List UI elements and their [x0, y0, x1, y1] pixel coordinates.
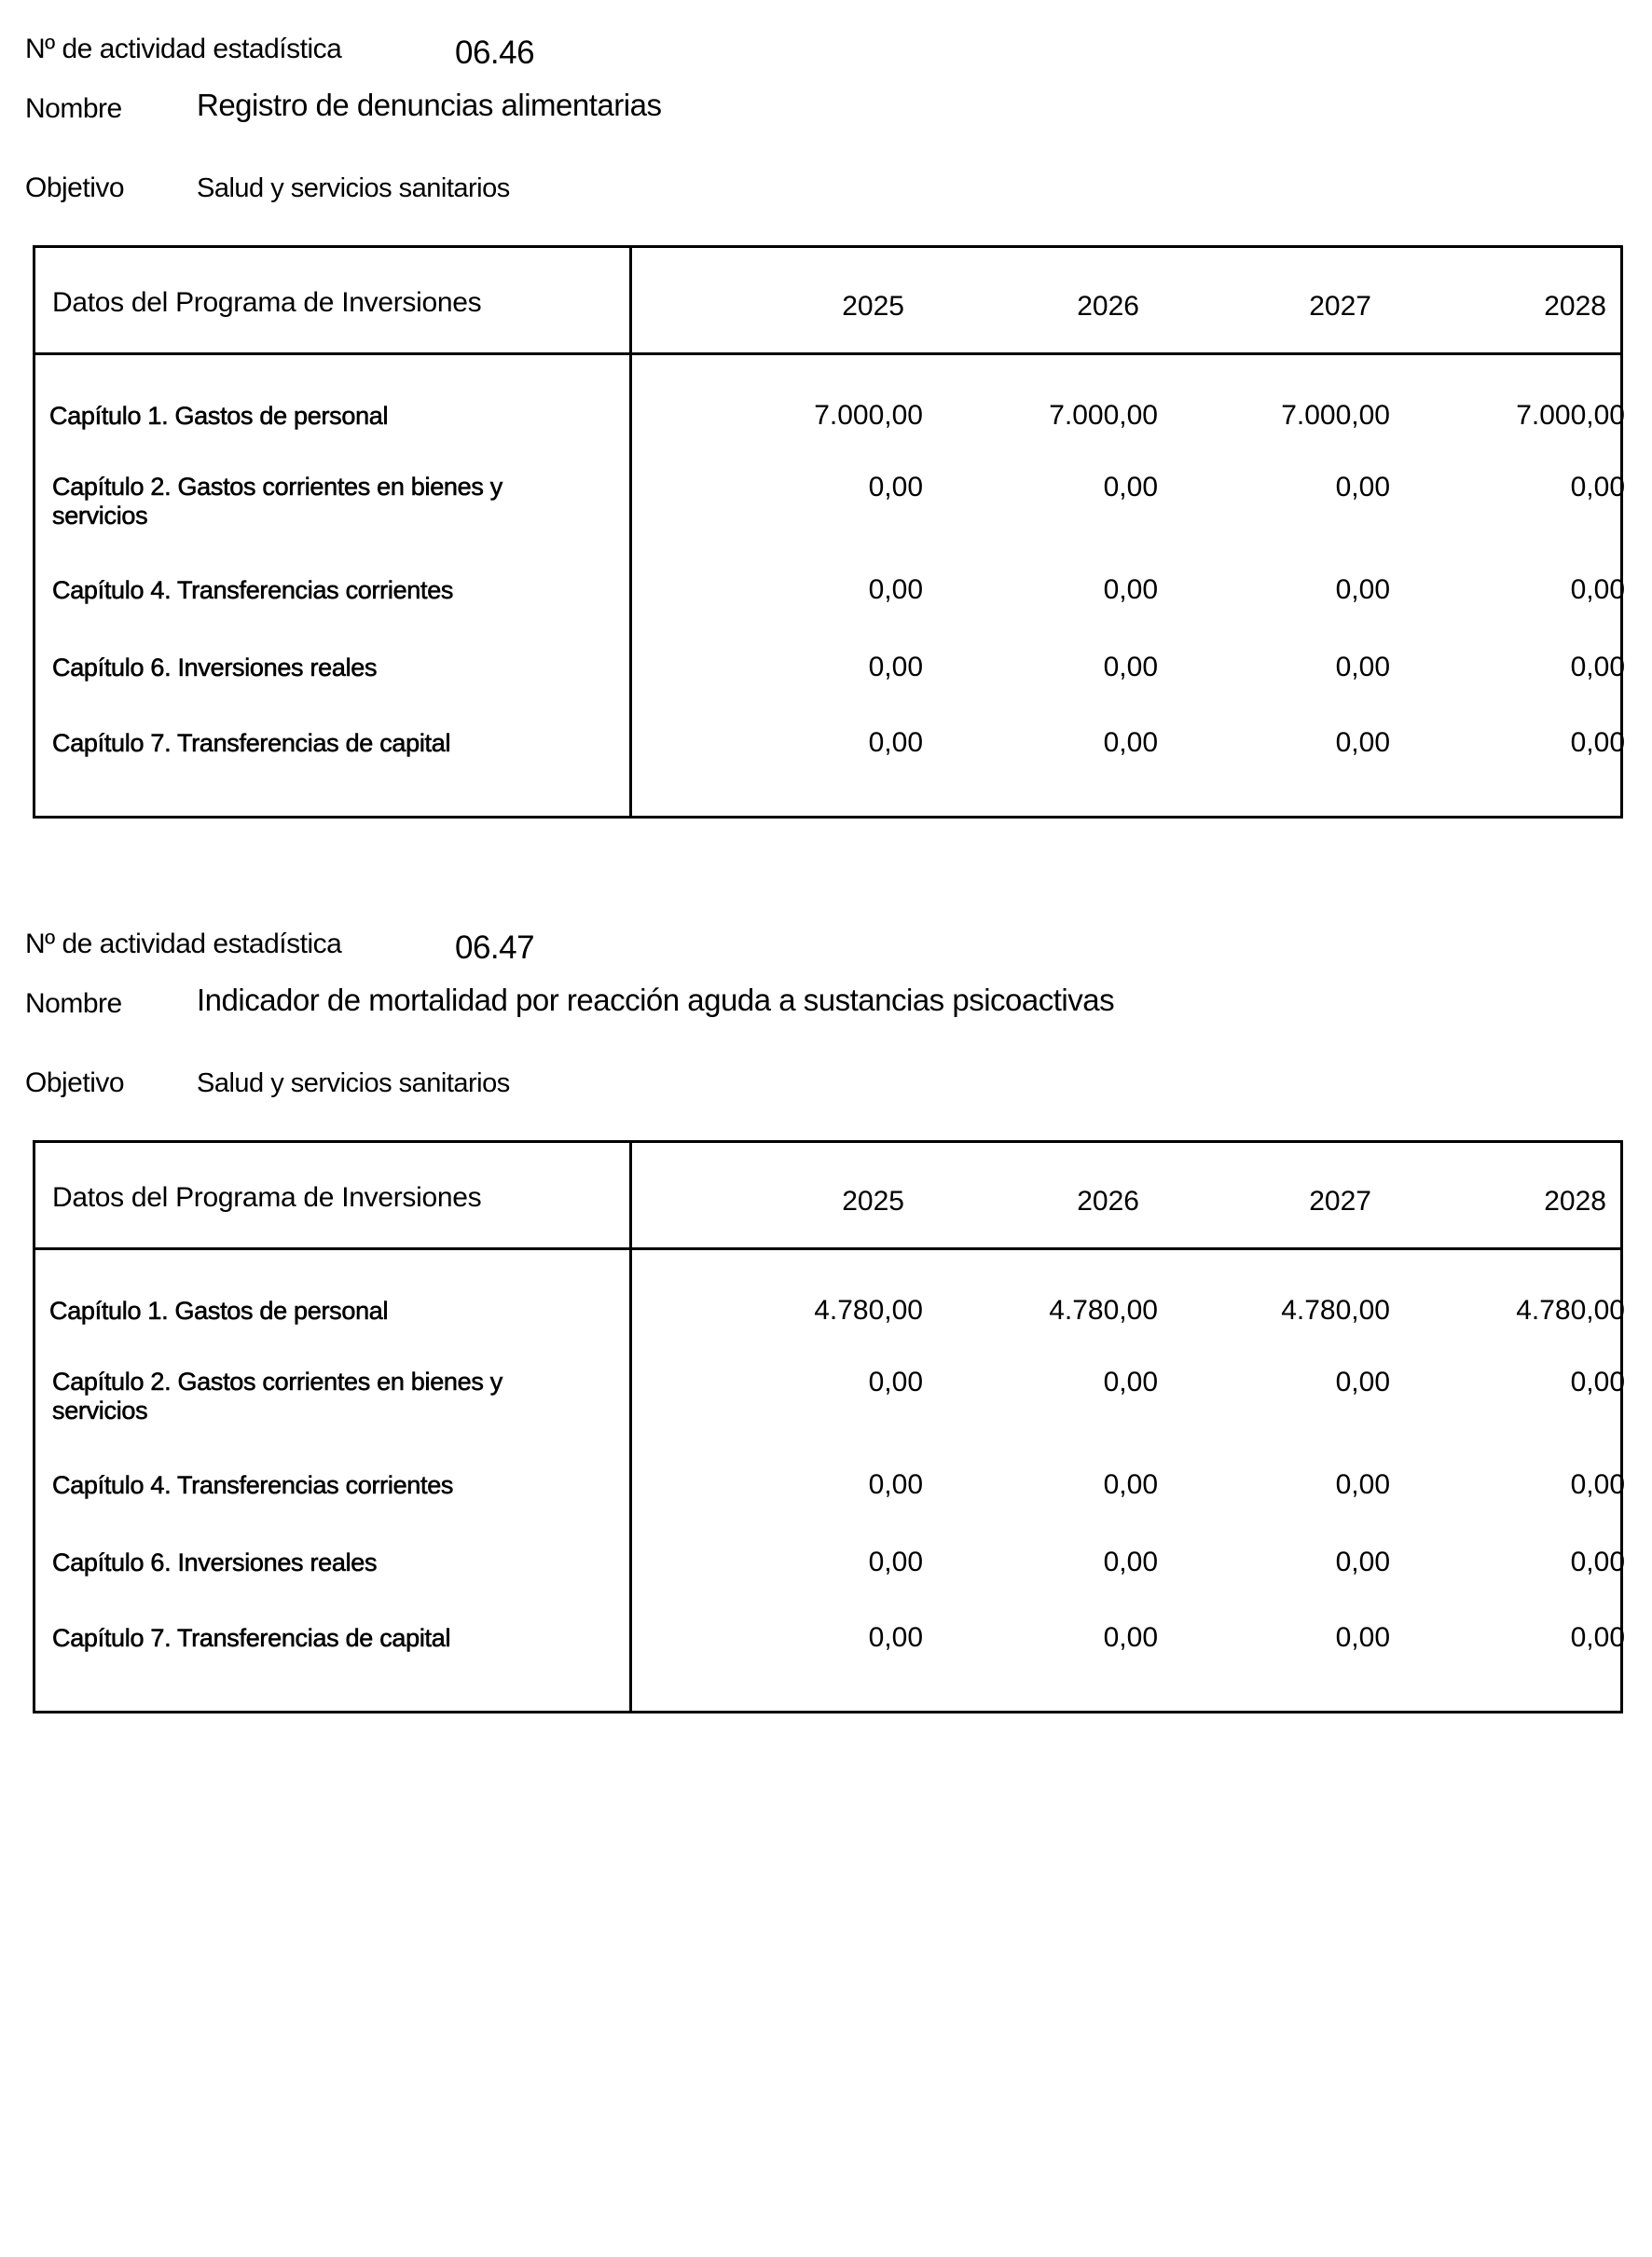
table-cell: 0,00 — [1103, 574, 1158, 605]
table-cell: 0,00 — [1335, 1622, 1390, 1653]
table-cell: 0,00 — [1103, 727, 1158, 758]
row-label: Capítulo 7. Transferencias de capital — [52, 729, 451, 757]
year-header: 2025 — [842, 291, 904, 322]
table-header-title: Datos del Programa de Inversiones — [52, 1182, 482, 1213]
table-cell: 7.000,00 — [1516, 400, 1625, 431]
table-cell: 4.780,00 — [1049, 1295, 1158, 1326]
table-cell: 0,00 — [1335, 652, 1390, 682]
year-header: 2027 — [1309, 1186, 1371, 1217]
name-value: Indicador de mortalidad por reacción aguda a sustancias psicoactivas — [197, 983, 1115, 1017]
table-header-title: Datos del Programa de Inversiones — [52, 287, 482, 318]
table-cell: 0,00 — [1335, 1367, 1390, 1397]
table-cell: 0,00 — [1335, 1547, 1390, 1577]
table-cell: 0,00 — [868, 1547, 923, 1577]
table-cell: 0,00 — [1335, 727, 1390, 758]
table-cell: 0,00 — [1570, 472, 1625, 502]
table-cell: 0,00 — [868, 472, 923, 502]
activity-number-label: Nº de actividad estadística — [25, 929, 342, 959]
name-label: Nombre — [25, 988, 122, 1019]
table-cell: 4.780,00 — [1516, 1295, 1625, 1326]
objective-label: Objetivo — [25, 1067, 125, 1098]
table-cell: 0,00 — [1103, 1367, 1158, 1397]
table-cell: 4.780,00 — [1281, 1295, 1390, 1326]
table-cell: 0,00 — [1570, 1622, 1625, 1653]
table-cell: 7.000,00 — [1049, 400, 1158, 431]
table-cell: 0,00 — [1335, 472, 1390, 502]
year-header: 2026 — [1077, 1186, 1139, 1217]
year-header: 2025 — [842, 1186, 904, 1217]
table-cell: 0,00 — [868, 727, 923, 758]
table-cell: 0,00 — [1570, 574, 1625, 605]
investment-table — [33, 1140, 1623, 1713]
activity-number-value: 06.46 — [455, 34, 535, 71]
name-value: Registro de denuncias alimentarias — [197, 88, 662, 122]
row-label: Capítulo 4. Transferencias corrientes — [52, 1471, 454, 1499]
activity-number-value: 06.47 — [455, 929, 535, 966]
activity-block — [0, 0, 1652, 858]
row-label: Capítulo 4. Transferencias corrientes — [52, 576, 454, 604]
table-cell: 0,00 — [1335, 1469, 1390, 1500]
name-label: Nombre — [25, 93, 122, 124]
objective-value: Salud y servicios sanitarios — [197, 1068, 510, 1098]
table-cell: 0,00 — [1570, 727, 1625, 758]
table-cell: 0,00 — [1103, 652, 1158, 682]
year-header: 2026 — [1077, 291, 1139, 322]
year-header: 2027 — [1309, 291, 1371, 322]
row-label: Capítulo 2. Gastos corrientes en bienes y servicios — [52, 473, 502, 530]
row-label: Capítulo 7. Transferencias de capital — [52, 1624, 451, 1652]
activity-number-label: Nº de actividad estadística — [25, 34, 342, 64]
row-label: Capítulo 2. Gastos corrientes en bienes y servicios — [52, 1368, 502, 1424]
table-cell: 0,00 — [1570, 1469, 1625, 1500]
header-divider — [35, 352, 1620, 355]
table-cell: 0,00 — [1103, 1622, 1158, 1653]
row-label: Capítulo 6. Inversiones reales — [52, 654, 378, 681]
table-cell: 0,00 — [1570, 652, 1625, 682]
table-cell: 0,00 — [1570, 1367, 1625, 1397]
row-label: Capítulo 1. Gastos de personal — [49, 1297, 389, 1325]
header-divider — [35, 1247, 1620, 1250]
activity-block — [0, 895, 1652, 1753]
table-cell: 0,00 — [1335, 574, 1390, 605]
column-divider — [629, 248, 632, 816]
table-cell: 0,00 — [868, 1469, 923, 1500]
objective-label: Objetivo — [25, 172, 125, 203]
table-cell: 0,00 — [868, 652, 923, 682]
investment-table — [33, 245, 1623, 819]
objective-value: Salud y servicios sanitarios — [197, 173, 510, 203]
table-cell: 4.780,00 — [814, 1295, 923, 1326]
table-cell: 0,00 — [868, 1622, 923, 1653]
row-label: Capítulo 1. Gastos de personal — [49, 402, 389, 430]
table-cell: 0,00 — [868, 1367, 923, 1397]
table-cell: 0,00 — [868, 574, 923, 605]
table-cell: 7.000,00 — [1281, 400, 1390, 431]
year-header: 2028 — [1544, 291, 1606, 322]
table-cell: 0,00 — [1103, 1547, 1158, 1577]
table-cell: 0,00 — [1570, 1547, 1625, 1577]
table-cell: 7.000,00 — [814, 400, 923, 431]
row-label: Capítulo 6. Inversiones reales — [52, 1548, 378, 1576]
table-cell: 0,00 — [1103, 472, 1158, 502]
year-header: 2028 — [1544, 1186, 1606, 1217]
column-divider — [629, 1143, 632, 1711]
table-cell: 0,00 — [1103, 1469, 1158, 1500]
